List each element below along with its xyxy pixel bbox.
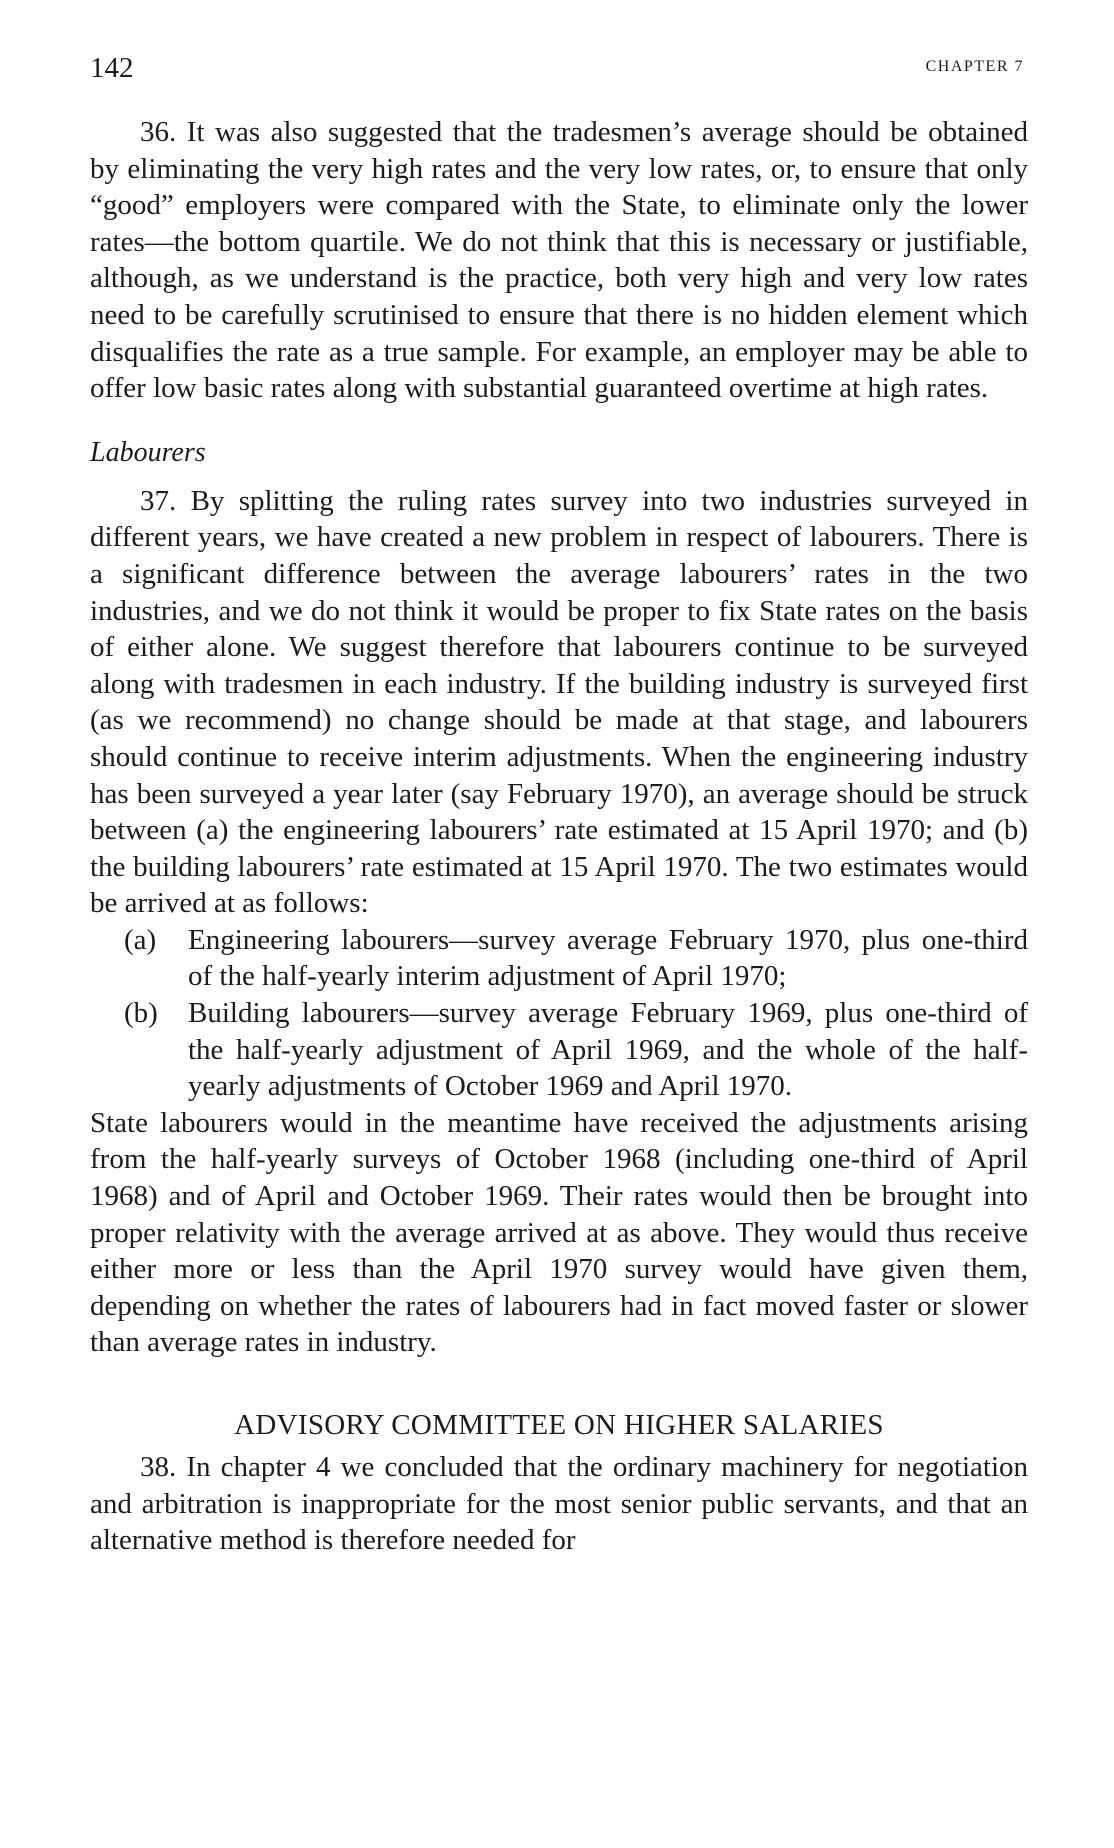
page-header — [90, 48, 1024, 88]
paragraph-36 — [90, 114, 1028, 407]
list-item-text: Building labourers—survey average February 1969, plus one-third of the half-yearly adjustment of April 1969, and the whole of the half-yearly adjustments of October 1969 and April 1970. — [188, 997, 1028, 1103]
list-item-text: Engineering labourers—survey average February 1970, plus one-third of the half-yearly interim adjustment of April 1970; — [188, 923, 1028, 993]
list-item — [90, 922, 1028, 995]
page-body — [90, 114, 1028, 1559]
estimate-list — [90, 922, 1028, 1105]
page-number: 142 — [90, 52, 134, 84]
paragraph-37-continuation: State labourers would in the meantime have received the adjustments arising from the half-yearly surveys of October 1968 (including one-third of April 1968) and of April and October 1969. Their rates would then be brought into proper relativity with the average arrived at as above. They would thus receive either more or less than the April 1970 survey would have given them, depending on whether the rates of labourers had in fact moved faster or slower than average rates in industry. — [90, 1106, 1028, 1359]
subheading-labourers: Labourers — [90, 436, 206, 468]
list-marker: (b) — [124, 997, 158, 1030]
paragraph-text: It was also suggested that the tradesmen’s average should be obtained by eliminating the very high rates and the very low rates, or, to ensure that only “good” employers were compared with the State, to eliminate only the lower rates—the bottom quartile. We do not think that this is necessary or justifiable, although, as we understand is the practice, both very high and very low rates need to be carefully scrutinised to ensure that there is no hidden element which disqualifies the rate as a true sample. For example, an employer may be able to offer low basic rates along with substantial guaranteed overtime at high rates. — [90, 116, 1029, 405]
paragraph-number: 37. — [140, 484, 177, 517]
section-heading: ADVISORY COMMITTEE ON HIGHER SALARIES — [234, 1409, 884, 1441]
paragraph-38 — [90, 1449, 1028, 1559]
paragraph-text: By splitting the ruling rates survey into two industries surveyed in different years, we have created a new problem in respect of labourers. There is a significant difference between the average labourers’ rates in the two industries, and we do not think it would be proper to fix State rates on the basis of either alone. We suggest therefore that labourers continue to be surveyed along with tradesmen in each industry. If the building industry is surveyed first (as we recommend) no change should be made at that stage, and labourers should continue to receive interim adjustments. When the engineering industry has been surveyed a year later (say February 1970), an average should be struck between (a) the engineering labourers’ rate estimated at 15 April 1970; and (b) the building labourers’ rate estimated at 15 April 1970. The two estimates would be arrived at as follows: — [90, 484, 1028, 920]
paragraph-text: In chapter 4 we concluded that the ordinary machinery for negotiation and arbitration is inappropriate for the most senior public servants, and that an alternative method is therefore needed for — [90, 1451, 1028, 1557]
paragraph-number: 38. — [140, 1451, 177, 1483]
paragraph-number: 36. — [140, 116, 177, 148]
running-head: CHAPTER 7 — [925, 58, 1024, 75]
paragraph-37 — [90, 483, 1028, 922]
list-marker: (a) — [124, 923, 157, 956]
list-item — [90, 995, 1028, 1105]
